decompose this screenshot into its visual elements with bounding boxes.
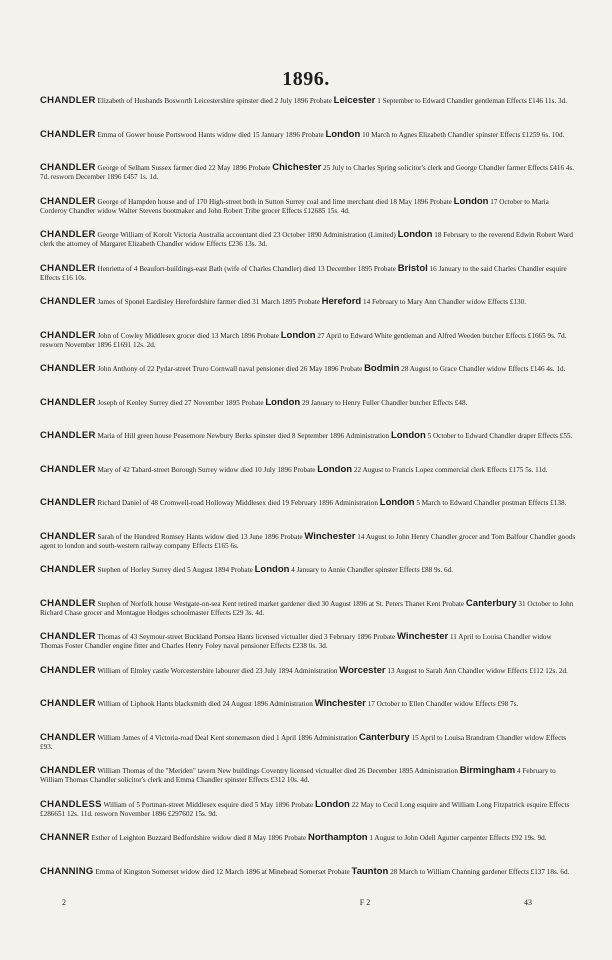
entry-details: George of Selham Sussex farmer died 22 May 1896 Probate (97, 164, 271, 172)
entry-surname: CHANDLER (40, 766, 96, 776)
entry-surname: CHANDLER (40, 732, 96, 743)
entry-item (40, 733, 576, 767)
entry-grant-details: 22 May to Cecil Long esquire and William Long Fitzpatrick esquire Effects £286651 12s. 11d. resworn November 1896 £297602 15s. 9d. (40, 800, 570, 818)
entry-surname: CHANDLER (40, 431, 96, 441)
footer-signature: F 2 (359, 898, 371, 907)
entry-item (40, 599, 576, 633)
entry-surname: CHANDLER (40, 330, 96, 341)
entry-grant-details: 5 March to Edward Chandler postman Effects £138. (416, 499, 567, 507)
entry-registry-place: Taunton (351, 866, 389, 877)
entry-details: Elizabeth of Husbands Bosworth Leicestershire spinster died 2 July 1896 Probate (97, 97, 332, 105)
entry-item (40, 565, 576, 599)
page-title: 1896. (282, 68, 330, 90)
entry-grant-details: 5 October to Edward Chandler draper Effects £55. (427, 432, 573, 440)
entry-grant-details: 1 August to John Odell Agutter carpenter Effects £92 19s. 9d. (369, 834, 547, 842)
entry-surname: CHANDLER (40, 598, 96, 609)
entry-item (40, 264, 576, 298)
entry-registry-place: Winchester (304, 531, 356, 542)
entry-registry-place: Birmingham (459, 766, 516, 776)
entry-surname: CHANDLER (40, 297, 96, 307)
entry-details: James of Sponel Eardisley Herefordshire farmer died 31 March 1895 Probate (97, 298, 320, 306)
entry-surname: CHANDLESS (40, 799, 102, 810)
entry-details: John of Cowley Middlesex grocer died 13 March 1896 Probate (97, 331, 279, 340)
entry-registry-place: London (325, 129, 361, 140)
entry-details: William of Elmley castle Worcestershire labourer died 23 July 1894 Administration (97, 666, 338, 675)
entry-grant-details: 1 September to Edward Chandler gentleman Effects £146 11s. 3d. (377, 97, 568, 105)
entry-registry-place: Chichester (272, 163, 322, 173)
entry-surname: CHANDLER (40, 96, 96, 106)
entry-registry-place: Northampton (307, 833, 368, 843)
entry-surname: CHANNING (40, 866, 94, 877)
entry-details: William James of 4 Victoria-road Deal Kent stonemason died 1 April 1896 Administration (97, 733, 358, 742)
entry-surname: CHANDLER (40, 163, 96, 173)
entry-details: Esther of Leighton Buzzard Bedfordshire widow died 8 May 1896 Probate (91, 834, 307, 842)
entry-grant-details: 15 April to Louisa Brandram Chandler widow Effects £93. (40, 733, 567, 751)
entry-details: Stephen of Norfolk house Westgate-on-sea Kent retired market gardener died 30 August 1896 at St. Peters Thanet Kent Probate (97, 599, 465, 608)
entry-grant-details: 13 August to Sarah Ann Chandler widow Effects £112 12s. 2d. (387, 666, 568, 675)
entry-item (40, 431, 576, 465)
entry-grant-details: 29 January to Henry Fuller Chandler butcher Effects £48. (302, 398, 468, 407)
entry-surname: CHANDLER (40, 565, 96, 575)
entry-surname: CHANDLER (40, 699, 96, 709)
entry-details: Joseph of Kenley Surrey died 27 November 1895 Probate (97, 398, 264, 407)
entry-details: William of Liphook Hants blacksmith died 24 August 1896 Administration (97, 700, 313, 708)
entry-grant-details: 16 January to the said Charles Chandler esquire Effects £16 10s. (40, 264, 567, 282)
entry-item (40, 465, 576, 499)
entry-registry-place: London (379, 498, 415, 508)
entry-details: John Anthony of 22 Pydar-street Truro Cornwall naval pensioner died 26 May 1896 Probate (97, 365, 363, 373)
entry-grant-details: 17 October to Ellen Chandler widow Effects £98 7s. (367, 700, 519, 708)
entry-registry-place: Worcester (339, 665, 386, 676)
entry-item (40, 699, 576, 733)
entry-registry-place: London (280, 330, 316, 341)
entry-item (40, 96, 576, 130)
entry-grant-details: 25 July to Charles Spring solicitor's clerk and George Chandler farmer Effects £416 4s. 7d. resworn December 1896 £457 1s. 1d. (40, 164, 575, 182)
entry-details: Thomas of 43 Seymour-street Buckland Portsea Hants licensed victualler died 3 February 1896 Probate (97, 633, 396, 641)
entry-registry-place: London (390, 431, 426, 441)
entry-grant-details: 14 August to John Henry Chandler grocer and Tom Balfour Chandler goods agent to london and south-western railway company Effects £165 6s. (40, 532, 576, 550)
entry-item (40, 833, 576, 867)
entry-registry-place: London (315, 799, 350, 810)
entry-details: Mary of 42 Tabard-street Borough Surrey widow died 10 July 1896 Probate (97, 465, 316, 474)
entry-surname: CHANDLER (40, 498, 96, 508)
entry-grant-details: 4 January to Annie Chandler spinster Effects £88 9s. 6d. (291, 566, 453, 574)
entry-surname: CHANDLER (40, 196, 96, 207)
entry-surname: CHANDLER (40, 129, 96, 140)
entry-surname: CHANDLER (40, 230, 96, 240)
entry-grant-details: 27 April to Edward White gentleman and Alfred Weeden butcher Effects £1665 9s. 7d. resworn November 1896 £1691 12s. 2d. (40, 331, 567, 349)
entry-registry-place: Hereford (321, 297, 362, 307)
entry-surname: CHANDLER (40, 397, 96, 408)
entry-grant-details: 18 February to the reverend Edwin Robert Ward clerk the attorney of Margaret Elizabeth Chandler widow Effects £236 13s. 3d. (40, 231, 574, 249)
entry-grant-details: 22 August to Francis Lopez commercial clerk Effects £175 5s. 11d. (353, 465, 548, 474)
entry-item (40, 297, 576, 331)
entry-details: Emma of Gower house Portswood Hants widow died 15 January 1896 Probate (97, 130, 324, 139)
entry-details: Stephen of Horley Surrey died 5 August 1894 Probate (97, 566, 253, 574)
entry-surname: CHANDLER (40, 632, 96, 642)
page-footer (62, 898, 532, 907)
entry-details: Henrietta of 4 Beaufort-buildings-east Bath (wife of Charles Chandler) died 13 December 1895 Probate (97, 264, 396, 273)
entry-item (40, 398, 576, 432)
entry-grant-details: 4 February to William Thomas Chandler solicitor's clerk and Emma Chandler spinster Effects £312 10s. 4d. (40, 767, 556, 785)
entry-item (40, 632, 576, 666)
entry-grant-details: 17 October to Maria Corderoy Chandler widow Walter Stevens bootmaker and John Robert Tribe grocer Effects £12685 15s. 4d. (40, 197, 549, 215)
entry-surname: CHANDLER (40, 464, 96, 475)
entry-registry-place: Bristol (397, 263, 428, 274)
entry-grant-details: 10 March to Agnes Elizabeth Chandler spinster Effects £1259 6s. 10d. (362, 130, 565, 139)
entry-item (40, 498, 576, 532)
entry-surname: CHANDLER (40, 531, 96, 542)
entry-item (40, 766, 576, 800)
entry-item (40, 532, 576, 566)
entry-item (40, 130, 576, 164)
entry-details: Sarah of the Hundred Romsey Hants widow died 13 June 1896 Probate (97, 532, 303, 541)
entry-item (40, 331, 576, 365)
entry-registry-place: London (254, 565, 290, 575)
entry-registry-place: London (453, 196, 489, 207)
entry-details: William of 5 Portman-street Middlesex esquire died 5 May 1896 Probate (103, 800, 314, 809)
page-number: 43 (523, 898, 532, 907)
entry-item (40, 800, 576, 834)
entry-registry-place: Winchester (397, 632, 449, 642)
entry-registry-place: Bodmin (364, 364, 400, 374)
entry-registry-place: Leicester (333, 96, 376, 106)
entry-grant-details: 28 March to William Channing gardener Effects £137 18s. 6d. (390, 867, 570, 876)
entry-grant-details: 14 February to Mary Ann Chandler widow Effects £130. (363, 298, 526, 306)
entry-item (40, 163, 576, 197)
entry-item (40, 197, 576, 231)
entry-item (40, 364, 576, 398)
entry-details: Emma of Kingston Somerset widow died 12 March 1896 at Minehead Somerset Probate (95, 867, 350, 876)
entry-details: Richard Daniel of 48 Cromwell-road Holloway Middlesex died 19 February 1896 Administration (97, 499, 378, 507)
entry-grant-details: 31 October to John Richard Chase grocer and Montague Hodges schoolmaster Effects £29 3s. 4d. (40, 599, 574, 617)
entry-list (40, 96, 576, 900)
entry-item (40, 867, 576, 901)
entry-registry-place: Canterbury (465, 598, 517, 609)
entry-registry-place: Winchester (314, 699, 366, 709)
entry-details: Maria of Hill green house Peasemore Newbury Berks spinster died 8 September 1896 Administration (97, 432, 390, 440)
footer-left-mark: 2 (62, 898, 66, 907)
entry-grant-details: 11 April to Louisa Chandler widow Thomas Foster Chandler engine fitter and Charles Henry Foley naval pensioner Effects £238 0s. 3d. (40, 633, 552, 651)
entry-details: George of Hampden house and of 170 High-street both in Sutton Surrey coal and lime merchant died 18 May 1896 Probate (97, 197, 452, 206)
entry-surname: CHANDLER (40, 665, 96, 676)
entry-registry-place: London (317, 464, 353, 475)
entry-item (40, 230, 576, 264)
entry-details: George William of Korolt Victoria Australia accountant died 23 October 1890 Administration (Limited) (97, 231, 396, 239)
entry-surname: CHANDLER (40, 263, 96, 274)
entry-details: William Thomas of the "Meriden" tavern New buildings Coventry licensed victualler died 26 December 1895 Administration (97, 767, 458, 775)
entry-item (40, 666, 576, 700)
entry-registry-place: Canterbury (359, 732, 410, 743)
entry-registry-place: London (397, 230, 433, 240)
entry-surname: CHANNER (40, 833, 90, 843)
entry-surname: CHANDLER (40, 364, 96, 374)
entry-grant-details: 28 August to Grace Chandler widow Effects £146 4s. 1d. (401, 365, 566, 373)
entry-registry-place: London (265, 397, 301, 408)
